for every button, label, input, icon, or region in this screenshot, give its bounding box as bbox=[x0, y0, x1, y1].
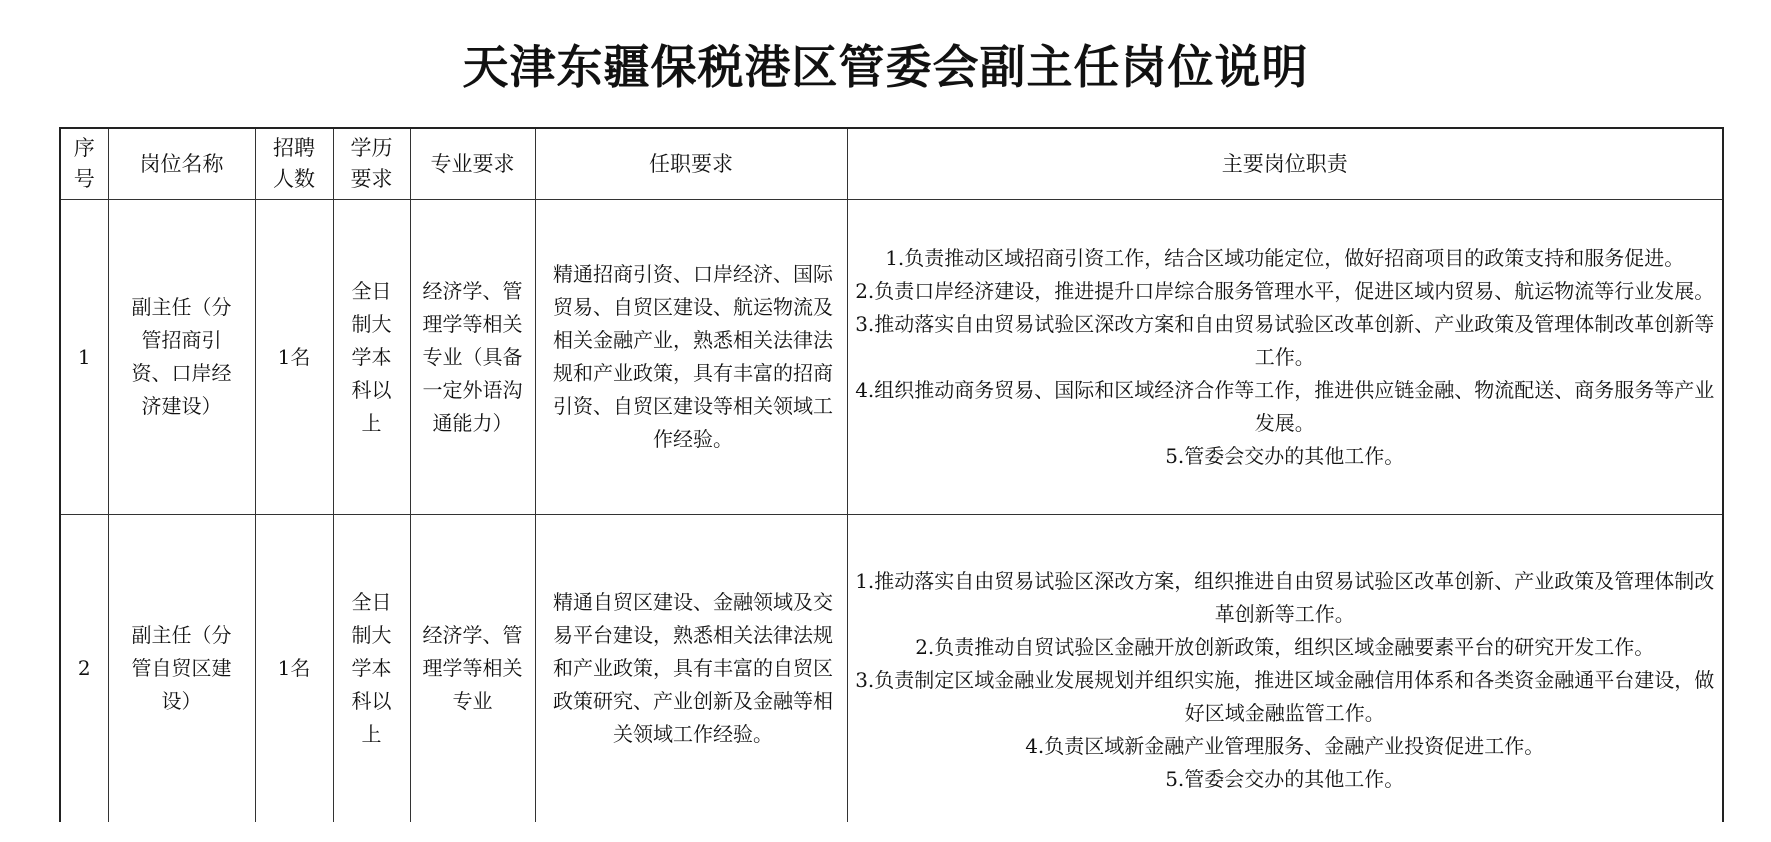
duty-item: 4.负责区域新金融产业管理服务、金融产业投资促进工作。 bbox=[1025, 734, 1545, 758]
row-major: 经济学、管理学等相关专业（具备一定外语沟通能力） bbox=[410, 200, 535, 515]
duty-item: 2.负责口岸经济建设，推进提升口岸综合服务管理水平，促进区域内贸易、航运物流等行业发展。 bbox=[855, 278, 1715, 303]
header-count: 招聘人数 bbox=[255, 128, 333, 200]
row-duties bbox=[847, 200, 1723, 515]
row-duties bbox=[847, 515, 1723, 823]
header-requirements: 任职要求 bbox=[535, 128, 847, 200]
row-position: 副主任（分管自贸区建设） bbox=[108, 515, 255, 823]
header-duties: 主要岗位职责 bbox=[847, 128, 1723, 200]
position-table bbox=[59, 127, 1724, 822]
row-requirements: 精通招商引资、口岸经济、国际贸易、自贸区建设、航运物流及相关金融产业，熟悉相关法律法规和产业政策，具有丰富的招商引资、自贸区建设等相关领域工作经验。 bbox=[535, 200, 847, 515]
header-position: 岗位名称 bbox=[108, 128, 255, 200]
header-education: 学历要求 bbox=[333, 128, 410, 200]
row-major: 经济学、管理学等相关专业 bbox=[410, 515, 535, 823]
row-no: 2 bbox=[60, 515, 108, 823]
row-education: 全日制大学本科以上 bbox=[333, 200, 410, 515]
row-no: 1 bbox=[60, 200, 108, 515]
duty-item: 1.推动落实自由贸易试验区深改方案，组织推进自由贸易试验区改革创新、产业政策及管理体制改革创新等工作。 bbox=[855, 569, 1715, 626]
header-row bbox=[60, 128, 1723, 200]
table-row bbox=[60, 515, 1723, 823]
duty-item: 2.负责推动自贸试验区金融开放创新政策，组织区域金融要素平台的研究开发工作。 bbox=[915, 635, 1655, 659]
row-position: 副主任（分管招商引资、口岸经济建设） bbox=[108, 200, 255, 515]
row-count: 1名 bbox=[255, 200, 333, 515]
table-row bbox=[60, 200, 1723, 515]
duty-item: 4.组织推动商务贸易、国际和区域经济合作等工作，推进供应链金融、物流配送、商务服务等产业发展。 bbox=[855, 377, 1715, 435]
row-education: 全日制大学本科以上 bbox=[333, 515, 410, 823]
duty-item: 3.负责制定区域金融业发展规划并组织实施，推进区域金融信用体系和各类资金融通平台建设，做好区域金融监管工作。 bbox=[855, 668, 1715, 725]
page-title: 天津东疆保税港区管委会副主任岗位说明 bbox=[462, 40, 1309, 94]
row-count: 1名 bbox=[255, 515, 333, 823]
header-major: 专业要求 bbox=[410, 128, 535, 200]
duty-item: 1.负责推动区域招商引资工作，结合区域功能定位，做好招商项目的政策支持和服务促进。 bbox=[885, 245, 1685, 270]
row-requirements: 精通自贸区建设、金融领域及交易平台建设，熟悉相关法律法规和产业政策，具有丰富的自贸区政策研究、产业创新及金融等相关领域工作经验。 bbox=[535, 515, 847, 823]
duty-item: 5.管委会交办的其他工作。 bbox=[1165, 767, 1405, 791]
duty-item: 3.推动落实自由贸易试验区深改方案和自由贸易试验区改革创新、产业政策及管理体制改革创新等工作。 bbox=[855, 311, 1715, 369]
duty-item: 5.管委会交办的其他工作。 bbox=[1165, 443, 1405, 468]
header-no: 序号 bbox=[60, 128, 108, 200]
